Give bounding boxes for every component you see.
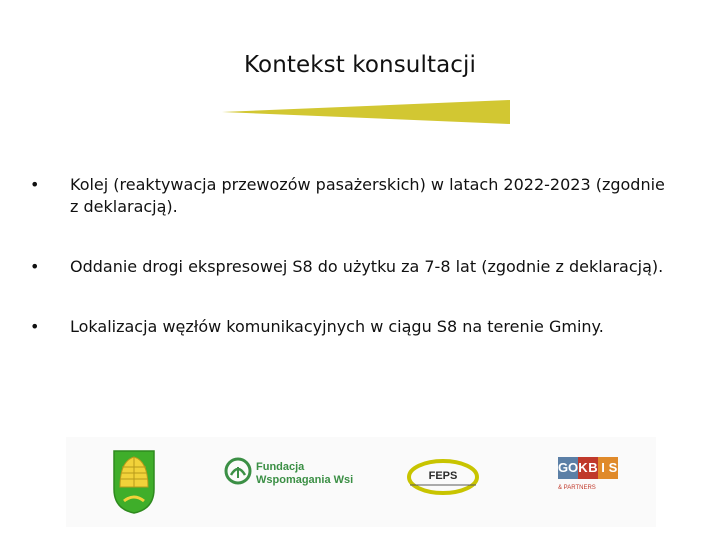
- gokbis-logo: [558, 457, 618, 491]
- bullet-item: [30, 174, 670, 218]
- gokbis-letter: B: [588, 457, 598, 479]
- partner-logos-strip: [66, 437, 656, 527]
- bullet-list: [30, 174, 670, 376]
- bullet-item: [30, 316, 670, 338]
- feps-logo: [406, 457, 480, 501]
- gmina-crest-logo: [112, 449, 156, 519]
- bullet-text: Lokalizacja węzłów komunikacyjnych w ciągu S8 na terenie Gminy.: [70, 317, 604, 336]
- bullet-glyph: •: [30, 257, 40, 276]
- gokbis-letter: K: [578, 457, 588, 479]
- bullet-item: [30, 256, 670, 278]
- bullet-text: Kolej (reaktywacja przewozów pasażerskich) w latach 2022-2023 (zgodnie z deklaracją).: [70, 175, 665, 216]
- fws-line2: Wspomagania Wsi: [256, 474, 354, 486]
- slide-title: Kontekst konsultacji: [243, 52, 477, 78]
- fundacja-wspomagania-wsi-logo: [224, 457, 354, 489]
- gokbis-letter: S: [608, 457, 618, 479]
- bullet-glyph: •: [30, 175, 40, 194]
- bullet-glyph: •: [30, 317, 40, 336]
- gokbis-letter: G: [558, 457, 568, 479]
- bullet-text: Oddanie drogi ekspresowej S8 do użytku za 7-8 lat (zgodnie z deklaracją).: [70, 257, 664, 276]
- gokbis-letter: I: [598, 457, 608, 479]
- fws-line1: Fundacja: [256, 461, 305, 473]
- gokbis-letter: O: [568, 457, 578, 479]
- gokbis-subtitle: & PARTNERS: [558, 485, 596, 491]
- accent-bar: [222, 98, 512, 126]
- feps-text: FEPS: [428, 470, 458, 482]
- fws-emblem-icon: [224, 457, 252, 485]
